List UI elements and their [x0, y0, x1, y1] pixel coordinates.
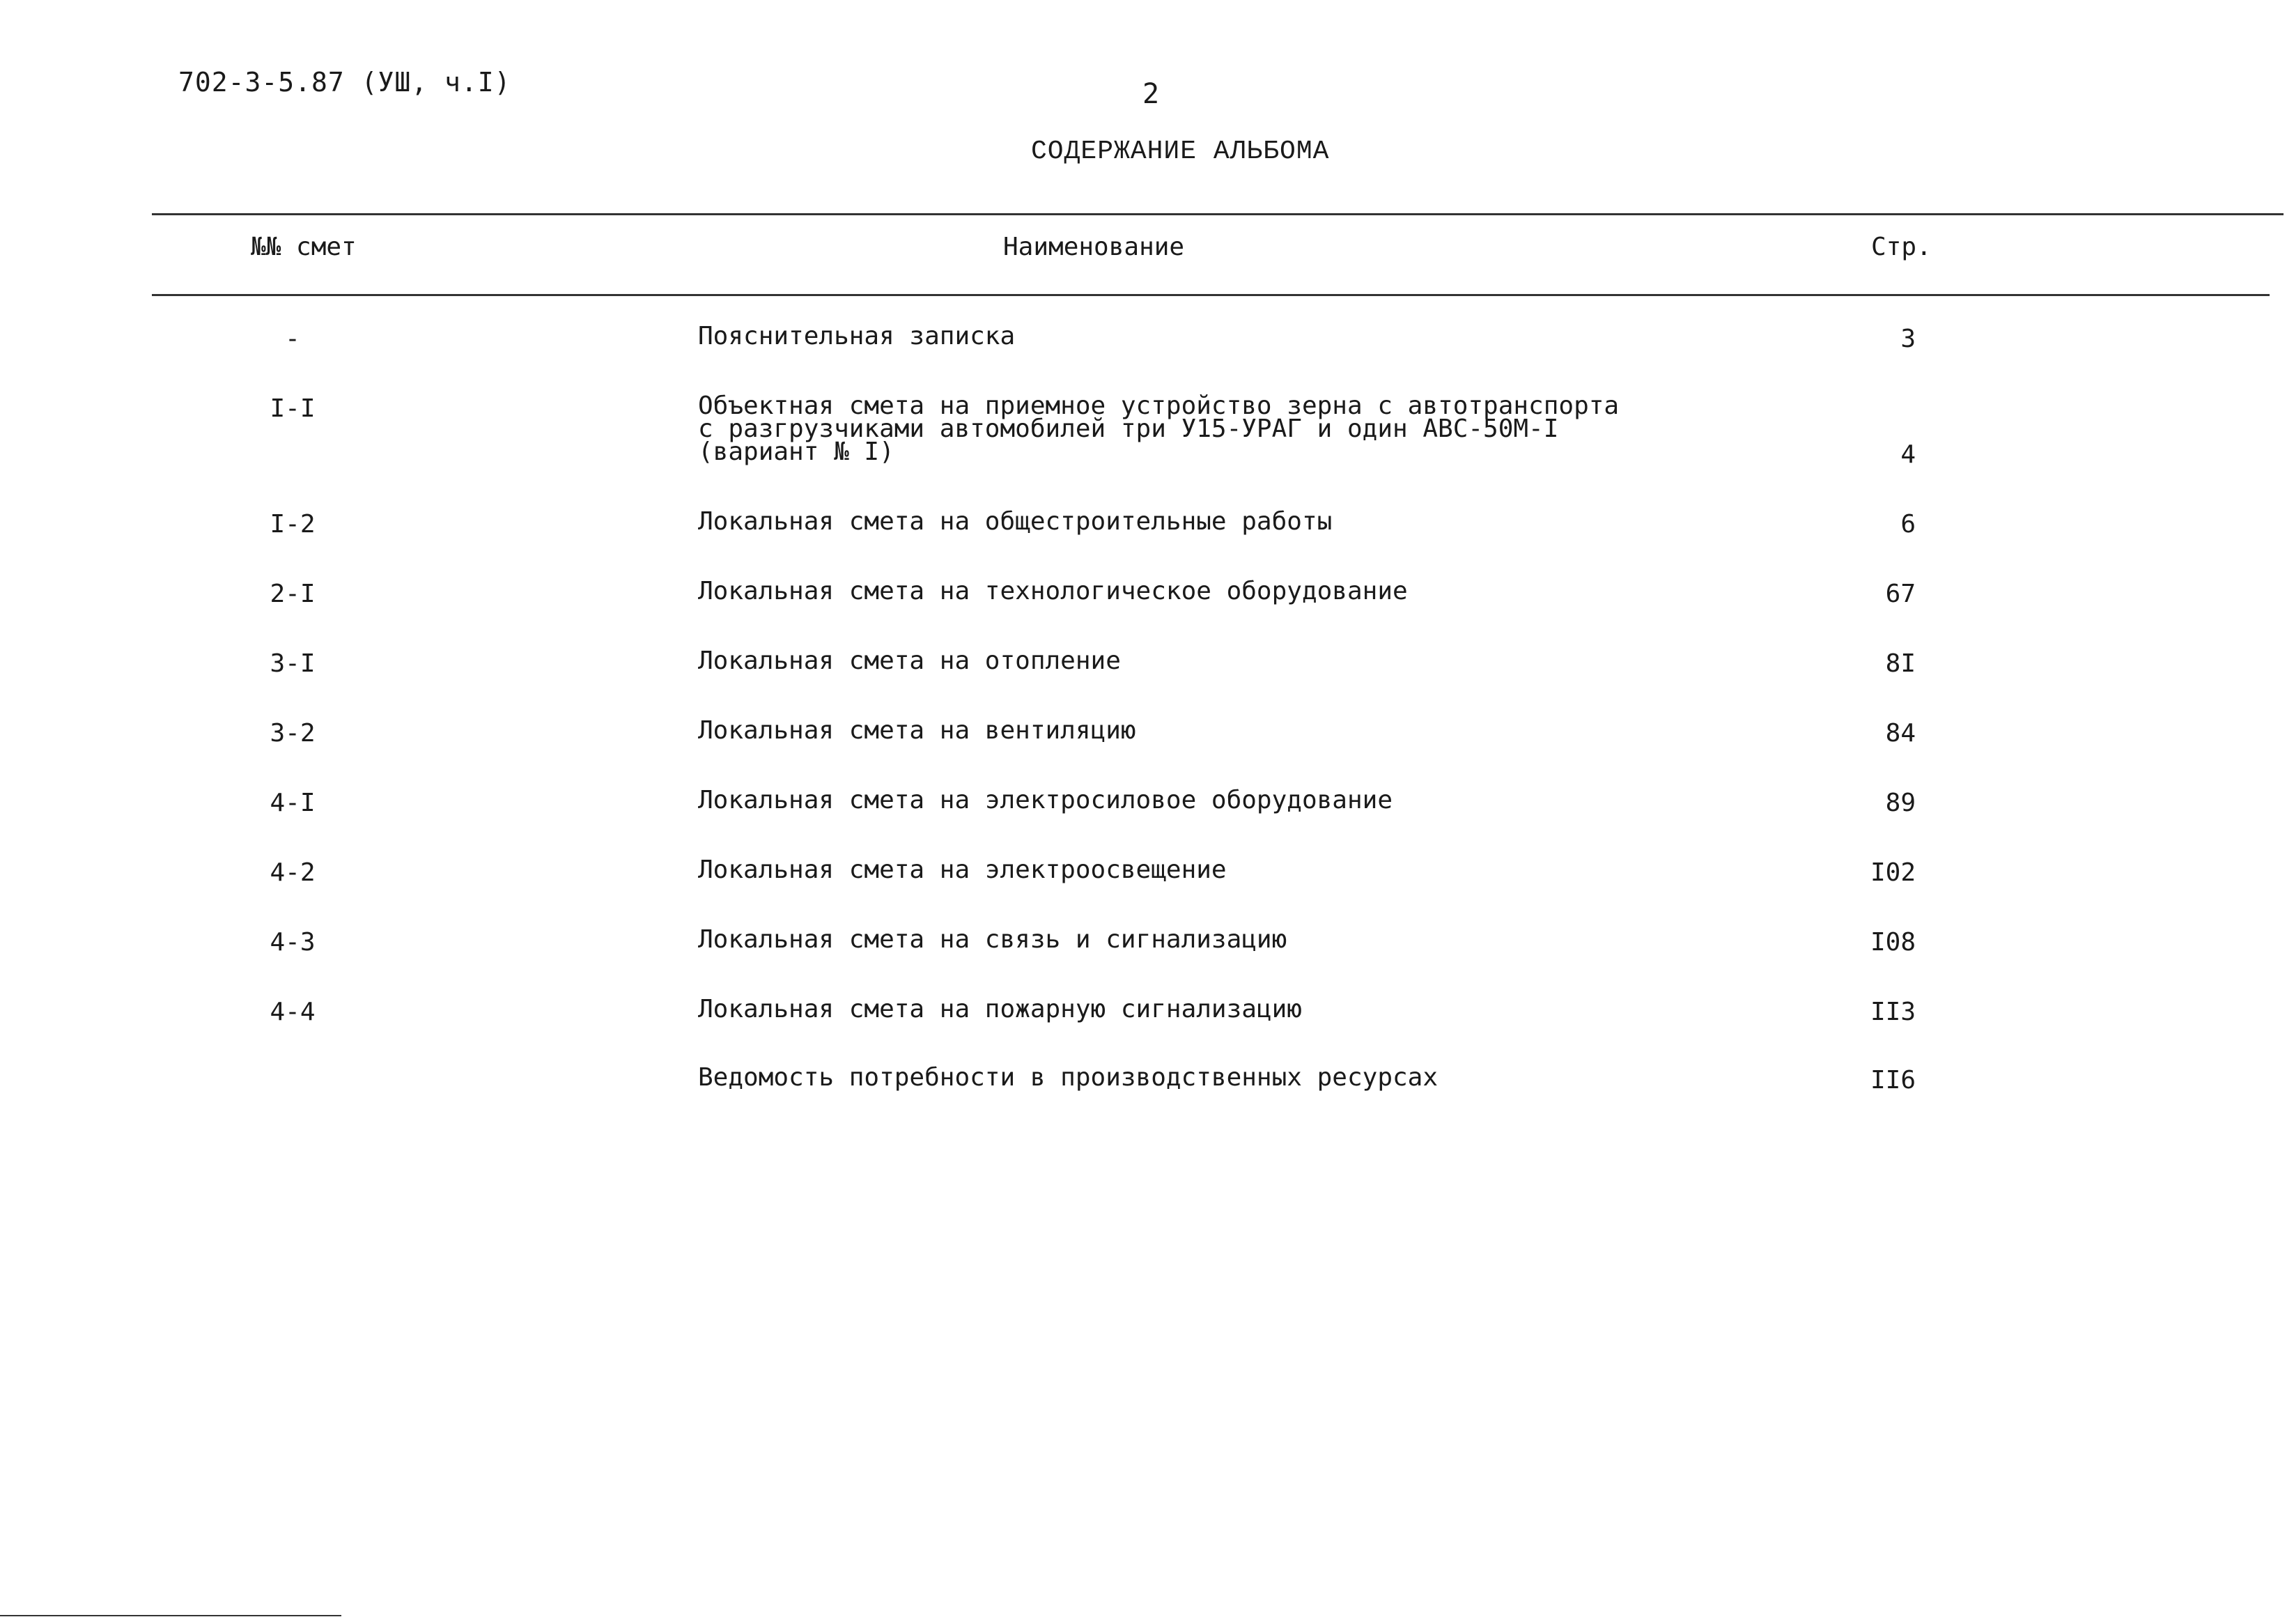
table-row	[0, 577, 2287, 621]
table-row	[0, 392, 2287, 469]
section-name: Ведомость потребности в производственных ресурсах	[698, 1063, 1439, 1092]
section-name: Пояснительная записка	[698, 322, 1016, 350]
table-row	[0, 995, 2287, 1039]
table-row	[0, 322, 2287, 366]
section-name: Локальная смета на общестроительные работы	[698, 507, 1333, 536]
page-ref: 84	[1885, 719, 1916, 748]
page-number: 2	[1142, 78, 1160, 110]
table-top-rule	[152, 213, 2284, 215]
column-header-page: Стр.	[1871, 233, 1932, 261]
estimate-number: 4-I	[270, 789, 316, 817]
estimate-number: -	[285, 325, 300, 353]
section-name: Локальная смета на пожарную сигнализацию	[698, 995, 1302, 1023]
page-ref: II3	[1870, 998, 1916, 1026]
estimate-number: 4-4	[270, 998, 316, 1026]
page-ref: 8I	[1885, 649, 1916, 678]
section-name: Локальная смета на электроосвещение	[698, 856, 1227, 884]
table-row	[0, 786, 2287, 830]
page-ref: 3	[1900, 325, 1916, 353]
page-ref: I02	[1870, 858, 1916, 887]
page-ref: 6	[1900, 510, 1916, 539]
table-header-rule	[152, 294, 2270, 296]
table-row	[0, 716, 2287, 761]
page-ref: 4	[1900, 440, 1916, 469]
page-ref: I08	[1870, 928, 1916, 957]
table-row	[0, 1063, 2287, 1108]
estimate-number: I-2	[270, 510, 316, 539]
column-header-name: Наименование	[1003, 233, 1185, 261]
section-name: Локальная смета на вентиляцию	[698, 716, 1136, 745]
estimate-number: 3-2	[270, 719, 316, 748]
estimate-number: 3-I	[270, 649, 316, 678]
section-name: Локальная смета на отопление	[698, 647, 1121, 675]
table-row	[0, 649, 2287, 691]
section-name: Объектная смета на приемное устройство зерна с автотранспорта с разгрузчиками автомобилей три У15-УРАГ и один АВС-50М-I (вариант № I)	[698, 392, 1620, 466]
page-ref: 67	[1885, 580, 1916, 608]
page-ref: 89	[1885, 789, 1916, 817]
section-name: Локальная смета на связь и сигнализацию	[698, 925, 1287, 954]
section-name: Локальная смета на электросиловое оборудование	[698, 786, 1393, 814]
column-header-estimate-number: №№ смет	[251, 233, 357, 261]
estimate-number: I-I	[270, 394, 316, 423]
estimate-number: 4-3	[270, 928, 316, 957]
document-code: 702-3-5.87 (УШ, ч.I)	[178, 67, 511, 98]
section-name: Локальная смета на технологическое оборудование	[698, 577, 1408, 605]
table-row	[0, 858, 2287, 900]
footer-rule	[0, 1615, 341, 1616]
page-title: СОДЕРЖАНИЕ АЛЬБОМА	[1031, 137, 1330, 167]
table-row	[0, 507, 2287, 552]
table-row	[0, 925, 2287, 970]
estimate-number: 4-2	[270, 858, 316, 887]
page-ref: II6	[1870, 1066, 1916, 1095]
estimate-number: 2-I	[270, 580, 316, 608]
